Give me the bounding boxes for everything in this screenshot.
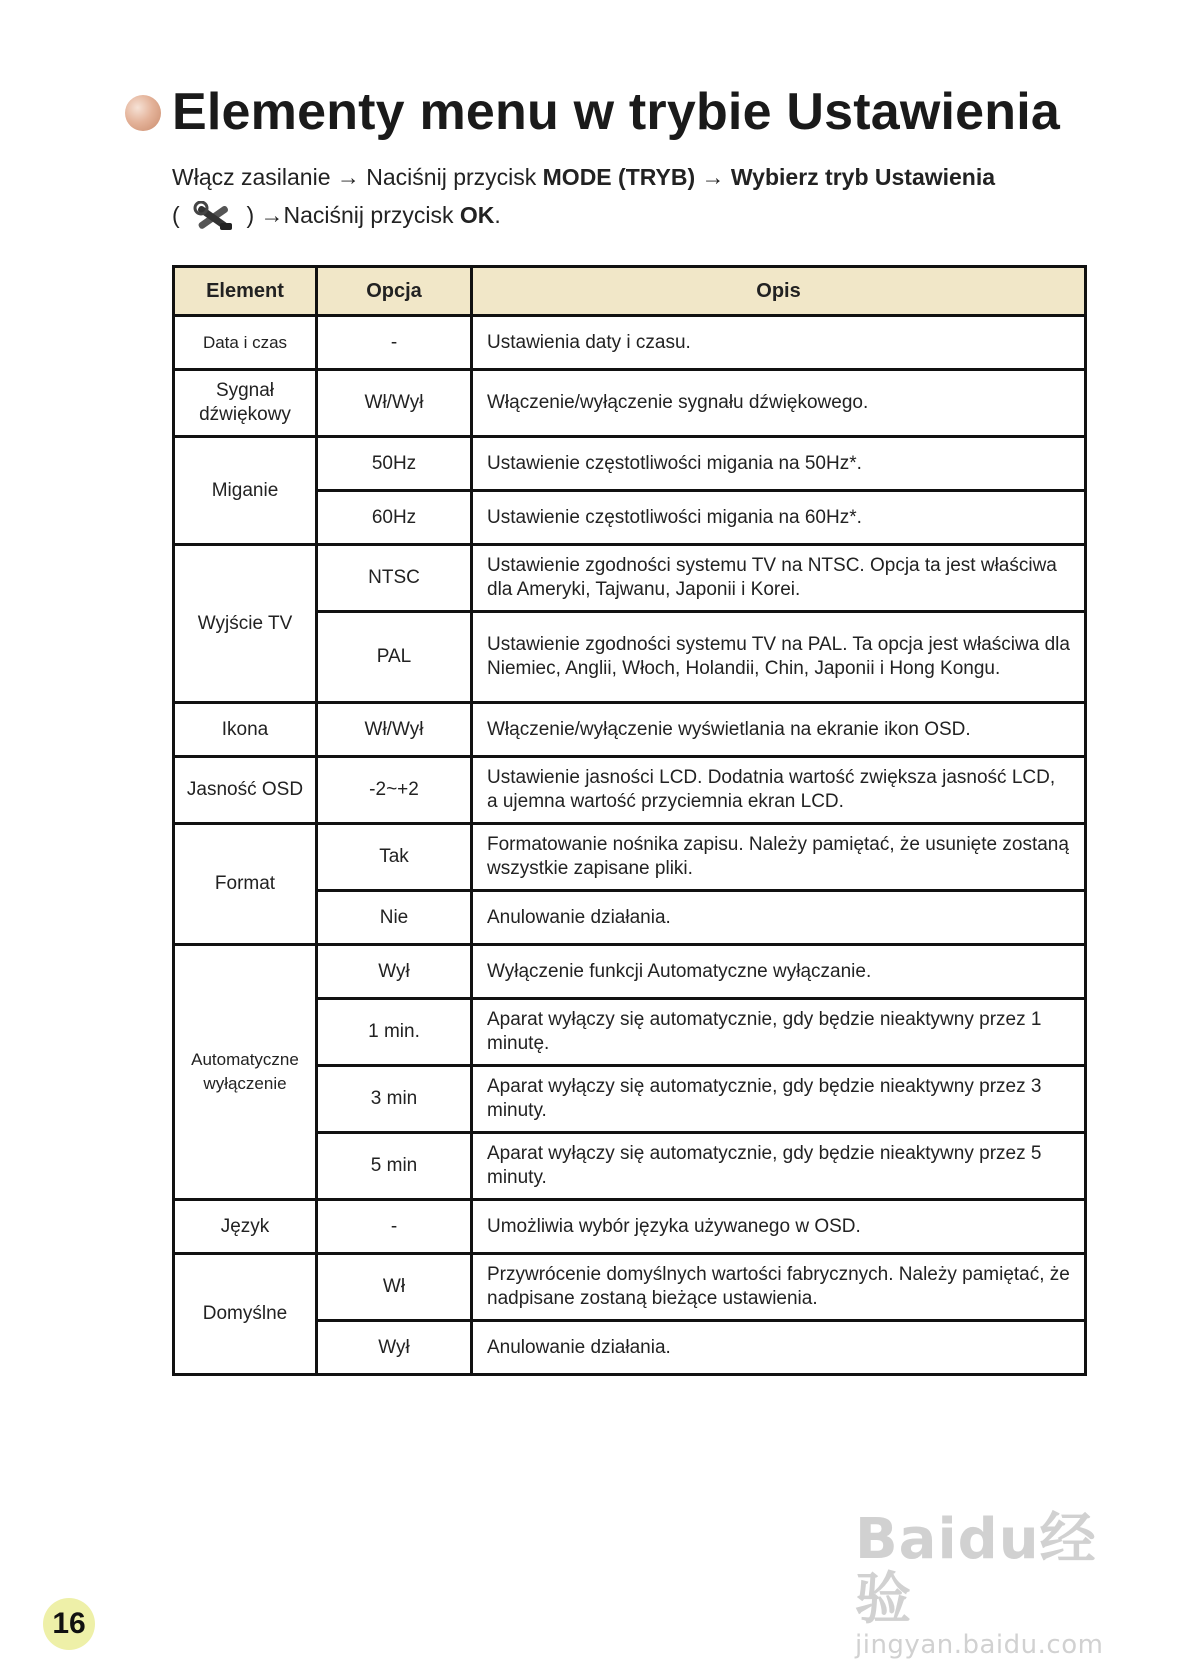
table-row (174, 1200, 1086, 1254)
option-cell: -2~+2 (317, 757, 472, 824)
element-cell: Jasność OSD (174, 757, 317, 824)
ok-button-label: OK (459, 202, 495, 228)
element-cell: Język (174, 1200, 317, 1254)
intro-instructions: Włącz zasilanie → Naciśnij przycisk MODE (TRYB) → Wybierz tryb Ustawienia ( ) →Naciśnij przycisk OK. (172, 158, 1102, 234)
element-cell: Sygnał dźwiękowy (174, 370, 317, 437)
element-cell: Ikona (174, 703, 317, 757)
option-cell: PAL (317, 612, 472, 703)
option-cell: - (317, 1200, 472, 1254)
tools-icon (190, 201, 236, 233)
description-cell: Aparat wyłączy się automatycznie, gdy będzie nieaktywny przez 3 minuty. (472, 1066, 1086, 1133)
description-cell: Ustawienie częstotliwości migania na 50Hz*. (472, 437, 1086, 491)
table-header-row (174, 267, 1086, 316)
header-option: Opcja (317, 267, 472, 316)
table-row (174, 437, 1086, 491)
option-cell: Wył (317, 1321, 472, 1375)
option-cell: - (317, 316, 472, 370)
table-row (174, 1254, 1086, 1321)
setup-mode-label: Wybierz tryb Ustawienia (730, 164, 996, 190)
option-cell: Nie (317, 891, 472, 945)
description-cell: Anulowanie działania. (472, 1321, 1086, 1375)
option-cell: NTSC (317, 545, 472, 612)
description-cell: Ustawienia daty i czasu. (472, 316, 1086, 370)
description-cell: Włączenie/wyłączenie wyświetlania na ekranie ikon OSD. (472, 703, 1086, 757)
watermark-logo-text: Baidu经验 (855, 1507, 1097, 1632)
description-cell: Aparat wyłączy się automatycznie, gdy będzie nieaktywny przez 5 minuty. (472, 1133, 1086, 1200)
table-row (174, 316, 1086, 370)
option-cell: Wył (317, 945, 472, 999)
description-cell: Ustawienie jasności LCD. Dodatnia wartość zwiększa jasność LCD, a ujemna wartość przyciemnia ekran LCD. (472, 757, 1086, 824)
element-cell: Format (174, 824, 317, 945)
table-row (174, 703, 1086, 757)
title-bullet (125, 95, 161, 131)
table-row (174, 370, 1086, 437)
element-cell: Miganie (174, 437, 317, 545)
table-row (174, 757, 1086, 824)
description-cell: Ustawienie zgodności systemu TV na PAL. Ta opcja jest właściwa dla Niemiec, Anglii, Włoch, Holandii, Chin, Japonii i Hong Kongu. (472, 612, 1086, 703)
table-row (174, 945, 1086, 999)
element-cell: Automatyczne wyłączenie (174, 945, 317, 1200)
option-cell: 1 min. (317, 999, 472, 1066)
description-cell: Przywrócenie domyślnych wartości fabrycznych. Należy pamiętać, że nadpisane zostaną bieżące ustawienia. (472, 1254, 1086, 1321)
header-description: Opis (472, 267, 1086, 316)
table-row (174, 545, 1086, 612)
baidu-watermark (855, 1507, 1135, 1660)
mode-button-label: MODE (TRYB) (542, 164, 696, 190)
table-row (174, 824, 1086, 891)
page-title: Elementy menu w trybie Ustawienia (172, 83, 1060, 141)
element-cell: Wyjście TV (174, 545, 317, 703)
option-cell: Tak (317, 824, 472, 891)
description-cell: Włączenie/wyłączenie sygnału dźwiękowego. (472, 370, 1086, 437)
option-cell: Wł/Wył (317, 703, 472, 757)
element-cell: Domyślne (174, 1254, 317, 1375)
option-cell: Wł/Wył (317, 370, 472, 437)
option-cell: 50Hz (317, 437, 472, 491)
element-cell: Data i czas (174, 316, 317, 370)
description-cell: Ustawienie częstotliwości migania na 60Hz*. (472, 491, 1086, 545)
option-cell: 5 min (317, 1133, 472, 1200)
option-cell: 60Hz (317, 491, 472, 545)
header-element: Element (174, 267, 317, 316)
description-cell: Wyłączenie funkcji Automatyczne wyłączanie. (472, 945, 1086, 999)
description-cell: Aparat wyłączy się automatycznie, gdy będzie nieaktywny przez 1 minutę. (472, 999, 1086, 1066)
description-cell: Ustawienie zgodności systemu TV na NTSC. Opcja ta jest właściwa dla Ameryki, Tajwanu, Japonii i Korei. (472, 545, 1086, 612)
description-cell: Anulowanie działania. (472, 891, 1086, 945)
option-cell: 3 min (317, 1066, 472, 1133)
page-number-badge: 16 (43, 1598, 95, 1650)
watermark-url: jingyan.baidu.com (855, 1630, 1104, 1660)
description-cell: Formatowanie nośnika zapisu. Należy pamiętać, że usunięte zostaną wszystkie zapisane pliki. (472, 824, 1086, 891)
settings-table (172, 265, 1087, 1376)
option-cell: Wł (317, 1254, 472, 1321)
description-cell: Umożliwia wybór języka używanego w OSD. (472, 1200, 1086, 1254)
